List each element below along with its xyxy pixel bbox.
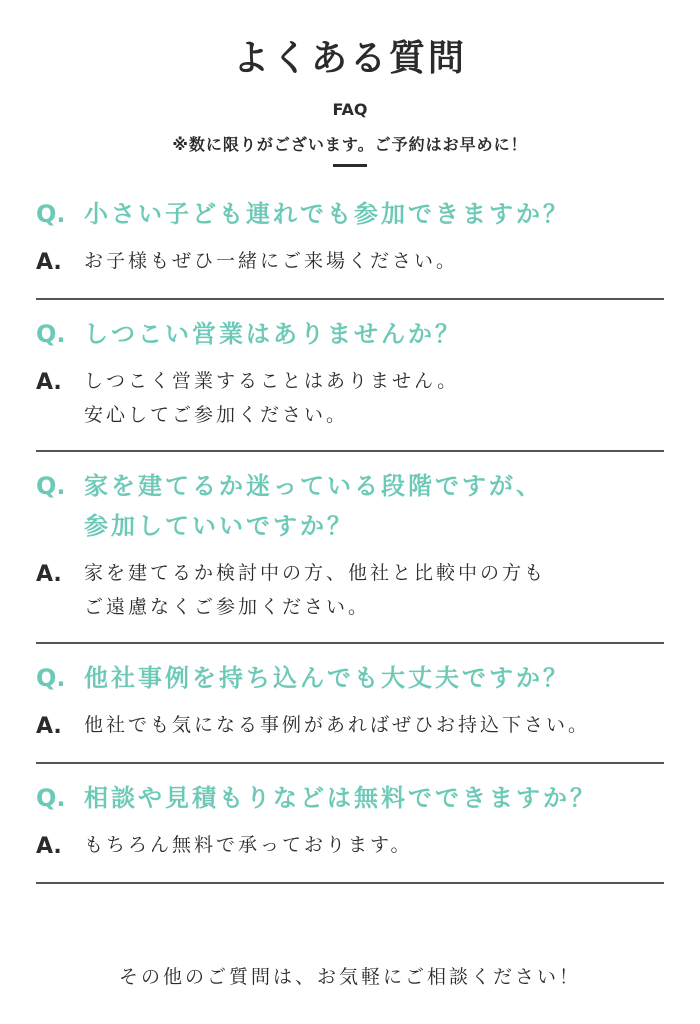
answer-text: お子様もぜひ一緒にご来場ください。 xyxy=(84,250,459,272)
question-marker: Q. xyxy=(36,320,66,348)
question-marker: Q. xyxy=(36,664,66,692)
question-text: 家を建てるか迷っている段階ですが、 参加していいですか？ xyxy=(84,472,543,540)
question-row xyxy=(36,194,664,234)
title-divider xyxy=(333,164,367,167)
answer-marker: A. xyxy=(36,714,62,739)
question-row xyxy=(36,658,664,698)
answer-text: もちろん無料で承っております。 xyxy=(84,834,413,856)
question-text: 相談や見積もりなどは無料でできますか？ xyxy=(84,784,597,812)
availability-notice: ※数に限りがございます。ご予約はお早めに！ xyxy=(172,135,528,154)
question-row xyxy=(36,466,664,546)
question-marker: Q. xyxy=(36,200,66,228)
answer-row xyxy=(36,828,664,864)
answer-marker: A. xyxy=(36,370,62,395)
page-subtitle: FAQ xyxy=(332,100,368,119)
question-row xyxy=(36,314,664,354)
question-marker: Q. xyxy=(36,472,66,500)
question-text: 小さい子ども連れでも参加できますか？ xyxy=(84,200,570,228)
answer-marker: A. xyxy=(36,562,62,587)
page-title: よくある質問 xyxy=(232,38,467,79)
answer-marker: A. xyxy=(36,834,62,859)
faq-item xyxy=(36,184,664,300)
answer-text: 家を建てるか検討中の方、他社と比較中の方も ご遠慮なくご参加ください。 xyxy=(84,562,547,618)
faq-item xyxy=(36,644,664,764)
question-row xyxy=(36,778,664,818)
faq-item xyxy=(36,300,664,452)
answer-row xyxy=(36,556,664,624)
answer-text: 他社でも気になる事例があればぜひお持込下さい。 xyxy=(84,714,591,736)
answer-text: しつこく営業することはありません。 安心してご参加ください。 xyxy=(84,370,460,426)
question-text: しつこい営業はありませんか？ xyxy=(84,320,462,348)
question-text: 他社事例を持ち込んでも大丈夫ですか？ xyxy=(84,664,570,692)
answer-row xyxy=(36,364,664,432)
faq-item xyxy=(36,452,664,644)
faq-item xyxy=(36,764,664,884)
faq-list xyxy=(36,184,664,884)
answer-row xyxy=(36,708,664,744)
answer-marker: A. xyxy=(36,250,62,275)
question-marker: Q. xyxy=(36,784,66,812)
answer-row xyxy=(36,244,664,280)
footer-contact-note: その他のご質問は、お気軽にご相談ください！ xyxy=(118,966,581,988)
